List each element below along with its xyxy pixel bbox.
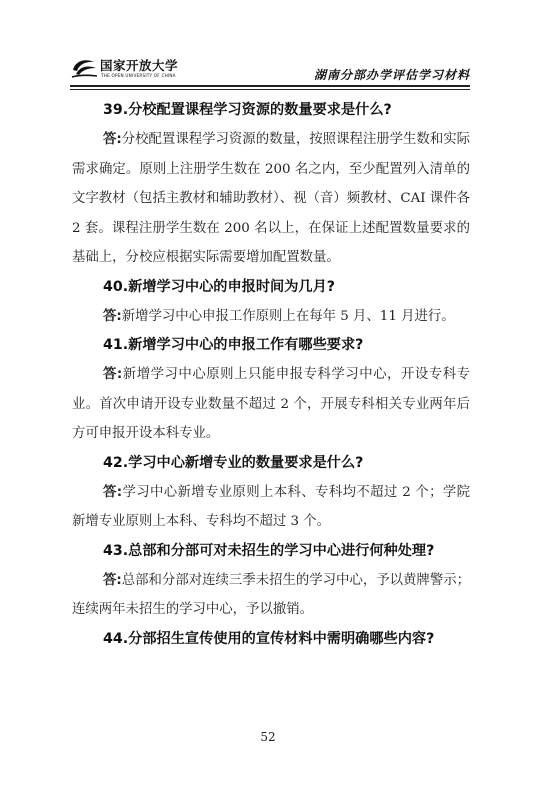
answer-text: 新增学习中心申报工作原则上在每年 5 月、11 月进行。 [121,308,455,324]
answer-label: 答: [103,308,122,324]
answer-40 [72,302,470,332]
answer-text: 新增学习中心原则上只能申报专科学习中心，开设专科专业。首次申请开设专业数量不超过 2 个，开展专科相关专业两年后方可申报开设本科专业。 [72,367,470,441]
logo-text-cn: 国家开放大学 [100,58,179,73]
answer-42 [72,478,470,537]
answer-43 [72,566,470,625]
page-number: 52 [260,730,276,744]
question-44: 44.分部招生宣传使用的宣传材料中需明确哪些内容? [103,630,435,647]
university-logo [70,54,230,84]
question-42: 42.学习中心新增专业的数量要求是什么? [103,454,364,471]
question-43: 43.总部和分部可对未招生的学习中心进行何种处理? [103,542,435,559]
header-rule-thin [70,89,470,90]
question-40: 40.新增学习中心的申报时间为几月? [103,278,335,295]
answer-39 [72,125,470,273]
header-title: 湖南分部办学评估学习材料 [313,68,470,82]
logo-text-en: THE OPEN UNIVERSITY OF CHINA [101,73,176,78]
question-41: 41.新增学习中心的申报工作有哪些要求? [103,337,364,353]
answer-label: 答: [103,367,123,382]
answer-text: 总部和分部对连续三季未招生的学习中心，予以黄牌警示；连续两年未招生的学习中心，予以撤销。 [72,572,470,617]
answer-text: 分校配置课程学习资源的数量，按照课程注册学生数和实际需求确定。原则上注册学生数在 200 名之内，至少配置列入清单的文字教材（包括主教材和辅助教材）、视（音）频教材、CAI 课件各 2 套。课程注册学生数在 200 名以上，在保证上述配置数量要求的基础上，分校应根据实际需要增加配置数量。 [72,132,470,265]
question-39: 39.分校配置课程学习资源的数量要求是什么? [103,102,392,118]
answer-label: 答: [103,484,123,500]
header-rule-thick [70,85,470,87]
university-logo-icon [70,56,100,80]
answer-41 [72,360,470,449]
answer-label: 答: [103,132,122,147]
page-header [70,52,470,92]
qa-content [72,96,470,654]
answer-text: 学习中心新增专业原则上本科、专科均不超过 2 个；学院新增专业原则上本科、专科均不超过 3 个。 [72,484,471,529]
answer-label: 答: [103,572,122,588]
